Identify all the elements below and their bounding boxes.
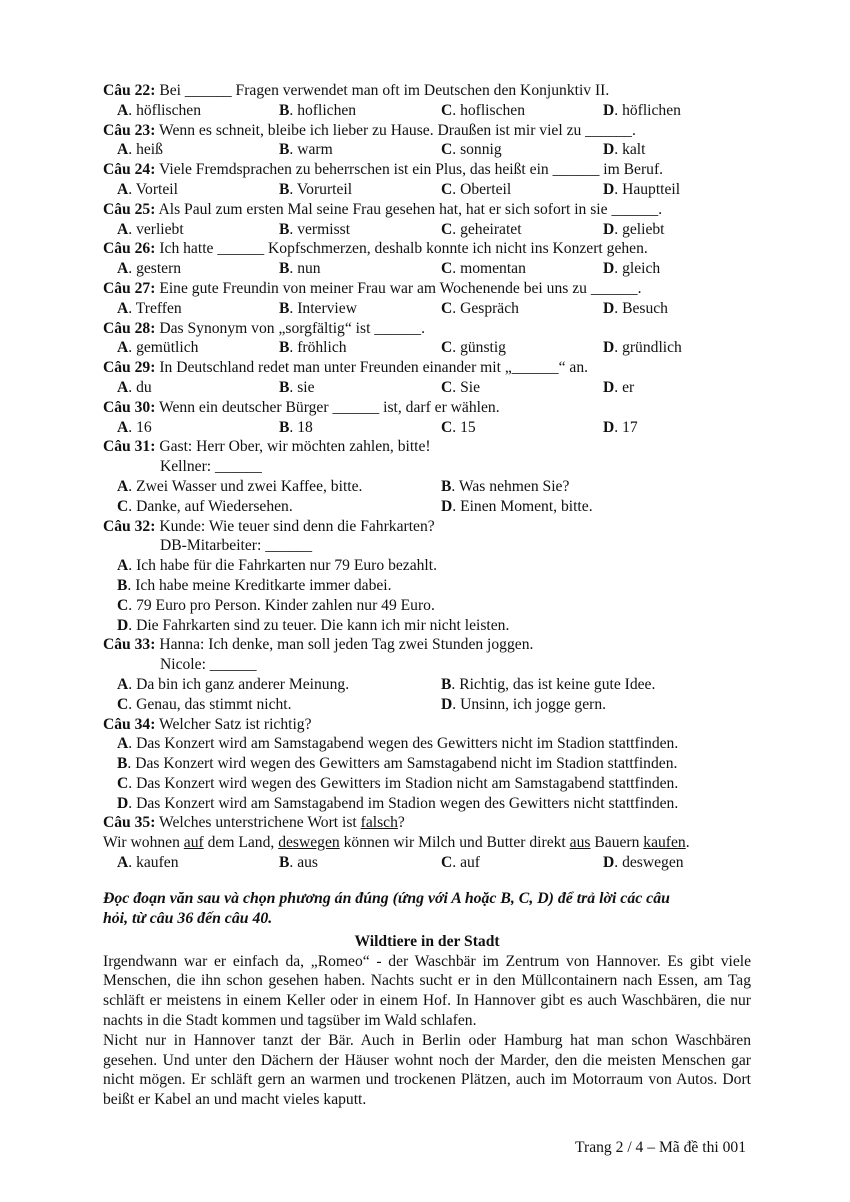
- dialog-reply: DB-Mitarbeiter: ______: [160, 537, 313, 555]
- question-number: Câu 27:: [103, 279, 156, 297]
- question-number: Câu 26:: [103, 240, 156, 258]
- options-row: [103, 378, 751, 398]
- dialog-reply: Kellner: ______: [160, 458, 262, 476]
- question-31: [103, 437, 751, 516]
- page-footer: Trang 2 / 4 – Mã đề thi 001: [575, 1139, 746, 1156]
- option-b[interactable]: B. Das Konzert wird wegen des Gewitters am Samstagabend nicht im Stadion stattfinden.: [117, 755, 678, 773]
- question-number: Câu 32:: [103, 517, 156, 535]
- question-stem: Das Synonym von „sorgfältig“ ist ______.: [159, 319, 425, 337]
- option-d[interactable]: D. Das Konzert wird am Samstagabend im Stadion wegen des Gewitters nicht stattfinden.: [117, 794, 679, 812]
- option-a[interactable]: A. gestern: [117, 260, 182, 278]
- question-number: Câu 28:: [103, 319, 156, 337]
- question-stem: Wenn es schneit, bleibe ich lieber zu Hause. Draußen ist mir viel zu ______.: [159, 121, 636, 139]
- option-b[interactable]: B. sie: [279, 378, 315, 396]
- option-a[interactable]: A. Zwei Wasser und zwei Kaffee, bitte.: [117, 477, 363, 495]
- question-stem: Als Paul zum ersten Mal seine Frau gesehen hat, hat er sich sofort in sie ______.: [158, 200, 663, 218]
- option-a[interactable]: A. du: [117, 378, 152, 396]
- option-c[interactable]: C. 79 Euro pro Person. Kinder zahlen nur 49 Euro.: [117, 596, 435, 614]
- option-a[interactable]: A. Ich habe für die Fahrkarten nur 79 Euro bezahlt.: [117, 557, 437, 575]
- question-number: Câu 22:: [103, 82, 156, 99]
- passage-title: Wildtiere in der Stadt: [354, 932, 500, 950]
- sentence-text: dem Land,: [203, 834, 279, 852]
- question-stem: Bei ______ Fragen verwendet man oft im Deutschen den Konjunktiv II.: [159, 82, 610, 99]
- option-d[interactable]: D. geliebt: [603, 220, 665, 238]
- option-d[interactable]: D. Hauptteil: [603, 180, 681, 198]
- options-row: [103, 180, 751, 200]
- options-row: [103, 299, 751, 319]
- question-28: [103, 319, 751, 359]
- option-a[interactable]: A. heiß: [117, 141, 163, 159]
- content: [103, 81, 751, 1110]
- question-number: Câu 24:: [103, 161, 156, 179]
- question-27: [103, 279, 751, 319]
- options-row: [103, 259, 751, 279]
- question-33: [103, 635, 751, 714]
- option-c[interactable]: C. hoflischen: [441, 101, 526, 119]
- option-b[interactable]: B. aus: [279, 854, 318, 872]
- question-stem: Viele Fremdsprachen zu beherrschen ist ein Plus, das heißt ein ______ im Beruf.: [159, 161, 664, 179]
- question-number: Câu 33:: [103, 636, 156, 654]
- option-b[interactable]: B. Was nehmen Sie?: [441, 477, 570, 495]
- question-number: Câu 25:: [103, 200, 156, 218]
- option-b[interactable]: B. Interview: [279, 299, 357, 317]
- option-c[interactable]: C. momentan: [441, 260, 526, 278]
- option-d[interactable]: D. Unsinn, ich jogge gern.: [441, 695, 607, 713]
- sentence-text: Bauern: [590, 834, 644, 852]
- question-26: [103, 239, 751, 279]
- option-d[interactable]: D. höflichen: [603, 101, 681, 119]
- option-d[interactable]: D. Einen Moment, bitte.: [441, 497, 593, 515]
- option-c[interactable]: C. Sie: [441, 378, 480, 396]
- question-35: Câu 35: Welches unterstrichene Wort ist falsch? Wir wohnen auf dem Land, deswegen können wir Milch und Butter direkt aus Bauern kaufen. A. kaufen B. aus C. auf D. deswegen: [103, 813, 751, 872]
- option-c[interactable]: C. sonnig: [441, 141, 502, 159]
- question-24: [103, 160, 751, 200]
- option-c[interactable]: C. Gespräch: [441, 299, 519, 317]
- options-row: [103, 338, 751, 358]
- options-row: [103, 418, 751, 438]
- question-number: Câu 29:: [103, 359, 156, 377]
- option-b[interactable]: B. warm: [279, 141, 333, 159]
- question-stem: Ich hatte ______ Kopfschmerzen, deshalb konnte ich nicht ins Konzert gehen.: [159, 240, 648, 258]
- option-d[interactable]: D. er: [603, 378, 635, 396]
- option-d[interactable]: D. Die Fahrkarten sind zu teuer. Die kann ich mir nicht leisten.: [117, 616, 510, 634]
- option-b[interactable]: B. Vorurteil: [279, 180, 353, 198]
- options-row: [103, 101, 751, 121]
- question-number: Câu 35:: [103, 814, 156, 832]
- option-a[interactable]: A. kaufen: [117, 854, 179, 872]
- option-c[interactable]: C. Das Konzert wird wegen des Gewitters im Stadion nicht am Samstagabend stattfinden.: [117, 774, 679, 792]
- options-row: [103, 220, 751, 240]
- option-c[interactable]: C. günstig: [441, 339, 506, 357]
- option-d[interactable]: D. 17: [603, 418, 638, 436]
- question-23: [103, 121, 751, 161]
- option-a[interactable]: A. verliebt: [117, 220, 184, 238]
- question-stem: Gast: Herr Ober, wir möchten zahlen, bitte!: [159, 438, 431, 456]
- option-b[interactable]: B. Ich habe meine Kreditkarte immer dabei.: [117, 576, 392, 594]
- question-25: [103, 200, 751, 240]
- question-32: [103, 517, 751, 636]
- question-list: [103, 81, 751, 437]
- option-d[interactable]: D. deswegen: [603, 854, 684, 872]
- option-a[interactable]: A. gemütlich: [117, 339, 199, 357]
- underlined-word: deswegen: [278, 834, 340, 852]
- option-a[interactable]: A. Treffen: [117, 299, 182, 317]
- sentence-text: .: [685, 834, 690, 852]
- option-d[interactable]: D. gründlich: [603, 339, 682, 357]
- option-c[interactable]: C. Oberteil: [441, 180, 512, 198]
- option-b[interactable]: B. Richtig, das ist keine gute Idee.: [441, 675, 656, 693]
- option-a[interactable]: A. Das Konzert wird am Samstagabend wegen des Gewitters nicht im Stadion stattfinden.: [117, 735, 679, 753]
- option-c[interactable]: C. 15: [441, 418, 476, 436]
- passage-paragraph: Irgendwann war er einfach da, „Romeo“ - der Waschbär im Zentrum von Hannover. Es gibt viele Menschen, die ihn schon gesehen haben. Nachts sucht er in den Müllcontainern nach Essen, am Tag schläft er meistens in einem Keller oder in einem Hof. In Hannover gibt es auch Waschbären, die nur nachts in die Stadt kommen und tagsüber im Wald schlafen.: [103, 952, 751, 1030]
- option-a[interactable]: A. Vorteil: [117, 180, 178, 198]
- sentence-text: können wir Milch und Butter direkt: [339, 834, 570, 852]
- underlined-sentence: [103, 833, 751, 853]
- question-34: [103, 715, 751, 814]
- underlined-word: kaufen: [643, 834, 686, 852]
- option-a[interactable]: A. 16: [117, 418, 152, 436]
- question-29: [103, 358, 751, 398]
- option-d[interactable]: D. kalt: [603, 141, 646, 159]
- option-a[interactable]: A. höflischen: [117, 101, 202, 119]
- option-d[interactable]: D. Besuch: [603, 299, 668, 317]
- option-c[interactable]: C. Danke, auf Wiedersehen.: [117, 497, 293, 515]
- option-c[interactable]: C. geheiratet: [441, 220, 522, 238]
- option-b[interactable]: B. hoflichen: [279, 101, 357, 119]
- question-stem: Welcher Satz ist richtig?: [159, 715, 312, 733]
- option-b[interactable]: B. fröhlich: [279, 339, 347, 357]
- dialog-reply: Nicole: ______: [160, 656, 257, 674]
- option-d[interactable]: D. gleich: [603, 260, 661, 278]
- question-30: [103, 398, 751, 438]
- question-number: Câu 34:: [103, 715, 156, 733]
- question-stem: Kunde: Wie teuer sind denn die Fahrkarten?: [159, 517, 435, 535]
- underlined-word: auf: [183, 834, 204, 852]
- question-number: Câu 31:: [103, 438, 156, 456]
- option-c[interactable]: C. auf: [441, 854, 480, 872]
- question-stem: In Deutschland redet man unter Freunden einander mit „______“ an.: [159, 359, 589, 377]
- option-c[interactable]: C. Genau, das stimmt nicht.: [117, 695, 292, 713]
- question-stem: Hanna: Ich denke, man soll jeden Tag zwei Stunden joggen.: [159, 636, 534, 654]
- underlined-word: falsch: [360, 814, 398, 832]
- option-b[interactable]: B. vermisst: [279, 220, 351, 238]
- option-b[interactable]: B. nun: [279, 260, 321, 278]
- question-22: [103, 81, 751, 121]
- reading-instruction: Đọc đoạn văn sau và chọn phương án đúng (ứng với A hoặc B, C, D) để trả lời các câu hỏi, từ câu 36 đến câu 40.: [103, 889, 670, 928]
- question-stem: Wenn ein deutscher Bürger ______ ist, darf er wählen.: [159, 398, 500, 416]
- option-a[interactable]: A. Da bin ich ganz anderer Meinung.: [117, 675, 350, 693]
- passage-paragraph: Nicht nur in Hannover tanzt der Bär. Auch in Berlin oder Hamburg hat man schon Waschbären gesehen. Und unter den Dächern der Häuser wohnt noch der Marder, den die meisten Menschen gar nicht mögen. Er schläft gern an warmen und trockenen Plätzen, auch im Motorraum von Autos. Dort beißt er Kabel an und macht vieles kaputt.: [103, 1031, 751, 1109]
- underlined-word: aus: [569, 834, 591, 852]
- sentence-text: Wir wohnen: [103, 834, 184, 852]
- question-stem: Eine gute Freundin von meiner Frau war am Wochenende bei uns zu ______.: [159, 279, 642, 297]
- question-number: Câu 23:: [103, 121, 156, 139]
- question-number: Câu 30:: [103, 398, 156, 416]
- options-row: [103, 140, 751, 160]
- option-b[interactable]: B. 18: [279, 418, 313, 436]
